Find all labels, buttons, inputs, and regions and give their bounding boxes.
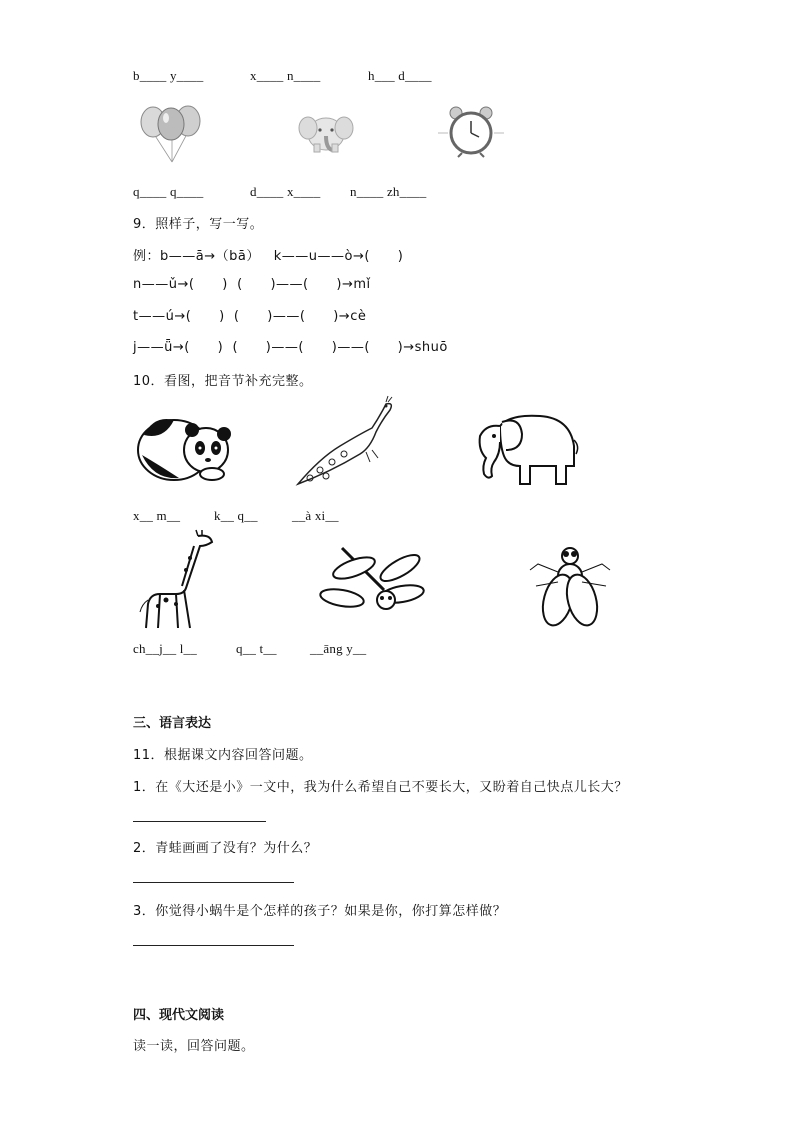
q9-example: 例：b——ā→（bā） k——u——ò→( ) bbox=[133, 249, 404, 264]
elephant-cute-image bbox=[296, 108, 356, 158]
alarm-clock-image bbox=[434, 103, 508, 159]
q8-blank-6: n____ zh____ bbox=[350, 184, 427, 199]
q8-blank-4: q____ q____ bbox=[133, 184, 204, 199]
q11-title: 11．根据课文内容回答问题。 bbox=[133, 748, 313, 763]
q10-label-fly: __āng y__ bbox=[310, 641, 367, 656]
q10-label-giraffe: ch__j__ l__ bbox=[133, 641, 197, 656]
q9-line-2: t——ú→( ) ( )——( )→cè bbox=[133, 309, 367, 324]
q10-label-elephant: __à xi__ bbox=[292, 508, 339, 523]
q10-label-panda: x__ m__ bbox=[133, 508, 181, 523]
q11-question-3: 3．你觉得小蜗牛是个怎样的孩子？如果是你，你打算怎样做？ bbox=[133, 904, 507, 919]
q11-question-2: 2．青蛙画画了没有？为什么？ bbox=[133, 841, 318, 856]
answer-line-3[interactable] bbox=[133, 945, 294, 946]
q8-blank-clock: h___ d____ bbox=[368, 68, 432, 83]
q10-label-dragonfly: q__ t__ bbox=[236, 641, 277, 656]
q10-label-peacock: k__ q__ bbox=[214, 508, 258, 523]
q11-question-1: 1．在《大还是小》一文中，我为什么希望自己不要长大，又盼着自己快点儿长大？ bbox=[133, 780, 628, 795]
q9-line-3: j——ǖ→( ) ( )——( )——( )→shuō bbox=[133, 340, 448, 355]
balloons-image bbox=[138, 104, 208, 164]
answer-line-1[interactable] bbox=[133, 821, 266, 822]
fly-image bbox=[524, 542, 614, 634]
dragonfly-image bbox=[314, 544, 424, 618]
panda-image bbox=[134, 410, 234, 482]
q9-line-1: n——ǔ→( ) ( )——( )→mǐ bbox=[133, 277, 371, 292]
section3-title: 三、语言表达 bbox=[133, 716, 212, 731]
answer-line-2[interactable] bbox=[133, 882, 294, 883]
peacock-image bbox=[290, 398, 400, 490]
section4-title: 四、现代文阅读 bbox=[133, 1008, 225, 1023]
elephant-image bbox=[470, 406, 582, 494]
q8-blank-5: d____ x____ bbox=[250, 184, 321, 199]
q9-title: 9．照样子，写一写。 bbox=[133, 217, 264, 232]
q8-blank-elephant: x____ n____ bbox=[250, 68, 321, 83]
q8-blank-balloons: b____ y____ bbox=[133, 68, 204, 83]
giraffe-image bbox=[136, 528, 216, 632]
q10-title: 10．看图，把音节补充完整。 bbox=[133, 374, 313, 389]
section4-instruction: 读一读，回答问题。 bbox=[133, 1039, 255, 1054]
